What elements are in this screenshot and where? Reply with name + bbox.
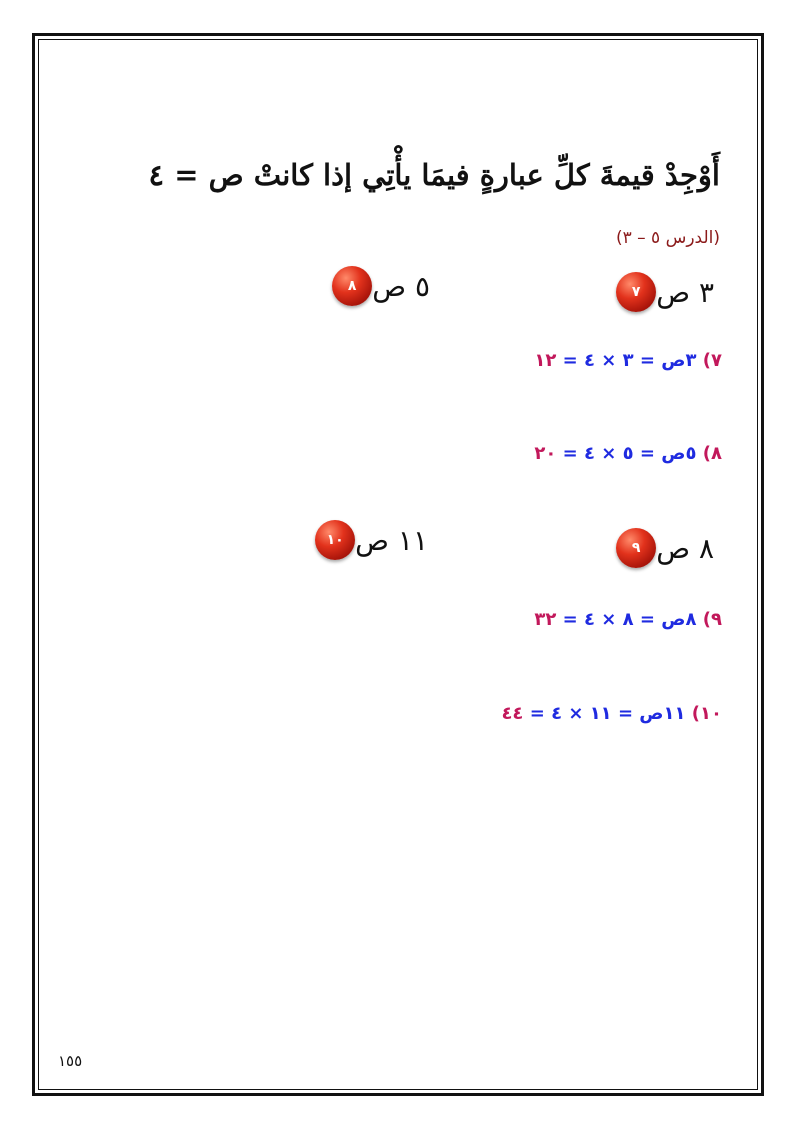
answer-result: ٤٤ bbox=[501, 703, 524, 724]
problem-8 bbox=[332, 264, 444, 308]
problem-expression: ٥ ص bbox=[372, 269, 430, 303]
answer-number: ٨) bbox=[702, 443, 722, 464]
problem-9 bbox=[616, 526, 728, 570]
answer-line-8 bbox=[534, 443, 722, 464]
problem-7 bbox=[616, 270, 728, 314]
answer-result: ٢٠ bbox=[534, 443, 557, 464]
answer-line-10 bbox=[501, 703, 722, 724]
answer-number: ١٠) bbox=[691, 703, 722, 724]
lesson-reference: (الدرس ٥ – ٣) bbox=[615, 228, 720, 248]
answer-work: ٣ص = ٣ × ٤ = bbox=[562, 350, 697, 371]
problem-number-badge: ٨ bbox=[332, 266, 372, 306]
answer-work: ١١ص = ١١ × ٤ = bbox=[529, 703, 686, 724]
answer-result: ٣٢ bbox=[534, 609, 557, 630]
problem-number-badge: ٩ bbox=[616, 528, 656, 568]
answer-number: ٩) bbox=[702, 609, 722, 630]
answer-work: ٥ص = ٥ × ٤ = bbox=[562, 443, 697, 464]
problem-expression: ٨ ص bbox=[656, 531, 714, 565]
answer-result: ١٢ bbox=[534, 350, 557, 371]
problem-10 bbox=[315, 518, 442, 562]
problem-number-badge: ٧ bbox=[616, 272, 656, 312]
answer-line-9 bbox=[534, 609, 722, 630]
problem-expression: ١١ ص bbox=[355, 523, 428, 557]
answer-work: ٨ص = ٨ × ٤ = bbox=[562, 609, 697, 630]
answer-number: ٧) bbox=[702, 350, 722, 371]
exercise-title: أَوْجِدْ قيمةَ كلِّ عبارةٍ فيمَا يأْتِي إذا كانتْ ص = ٤ bbox=[148, 158, 720, 192]
answer-line-7 bbox=[534, 350, 722, 371]
page-number: ١٥٥ bbox=[58, 1052, 83, 1070]
problem-number-badge: ١٠ bbox=[315, 520, 355, 560]
problem-expression: ٣ ص bbox=[656, 275, 714, 309]
